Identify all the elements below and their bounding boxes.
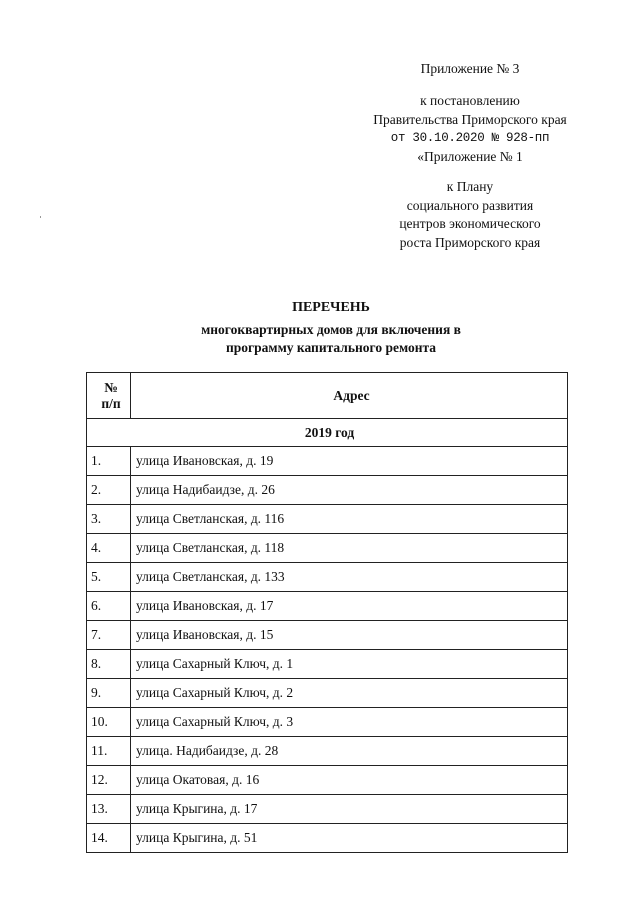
number-column-header xyxy=(87,373,131,419)
plan-reference xyxy=(340,178,600,252)
document-title: ПЕРЕЧЕНЬ xyxy=(292,300,370,315)
table-row xyxy=(87,505,568,534)
appendix-label: Приложение № 3 xyxy=(420,61,520,76)
row-address: улица. Надибаидзе, д. 28 xyxy=(131,737,568,766)
row-address: улица Ивановская, д. 19 xyxy=(131,447,568,476)
row-address: улица Сахарный Ключ, д. 3 xyxy=(131,708,568,737)
scan-speck xyxy=(40,216,41,218)
resolution-reference xyxy=(340,92,600,166)
address-column-header: Адрес xyxy=(131,373,568,419)
subtitle-line-2: программу капитального ремонта xyxy=(225,340,437,355)
table-row xyxy=(87,766,568,795)
subtitle-line-1: многоквартирных домов для включения в xyxy=(201,322,461,337)
row-number: 2. xyxy=(87,476,131,505)
row-address: улица Крыгина, д. 51 xyxy=(131,824,568,853)
resolution-line-1: к постановлению xyxy=(420,93,520,108)
number-symbol: № xyxy=(104,379,118,395)
appendix-number xyxy=(340,60,600,79)
row-address: улица Светланская, д. 116 xyxy=(131,505,568,534)
row-number: 3. xyxy=(87,505,131,534)
resolution-date-number: от 30.10.2020 № 928-пп xyxy=(390,131,550,145)
table-row xyxy=(87,592,568,621)
plan-line-1: к Плану xyxy=(446,179,494,194)
table-row xyxy=(87,534,568,563)
row-number: 8. xyxy=(87,650,131,679)
table-row xyxy=(87,476,568,505)
row-address: улица Крыгина, д. 17 xyxy=(131,795,568,824)
table-row xyxy=(87,650,568,679)
row-number: 7. xyxy=(87,621,131,650)
row-number: 6. xyxy=(87,592,131,621)
row-address: улица Ивановская, д. 17 xyxy=(131,592,568,621)
plan-line-3: центров экономического xyxy=(399,216,541,231)
plan-line-4: роста Приморского края xyxy=(399,234,541,250)
row-number: 9. xyxy=(87,679,131,708)
row-number: 12. xyxy=(87,766,131,795)
table-row xyxy=(87,795,568,824)
row-number: 13. xyxy=(87,795,131,824)
table-row xyxy=(87,737,568,766)
row-address: улица Сахарный Ключ, д. 2 xyxy=(131,679,568,708)
plan-line-2: социального развития xyxy=(406,197,534,213)
year-group-row xyxy=(87,419,568,447)
row-number: 4. xyxy=(87,534,131,563)
row-number: 14. xyxy=(87,824,131,853)
row-address: улица Надибаидзе, д. 26 xyxy=(131,476,568,505)
row-address: улица Окатовая, д. 16 xyxy=(131,766,568,795)
table-row xyxy=(87,824,568,853)
number-abbrev: п/п xyxy=(101,395,121,411)
row-address: улица Сахарный Ключ, д. 1 xyxy=(131,650,568,679)
row-number: 11. xyxy=(87,737,131,766)
row-number: 1. xyxy=(87,447,131,476)
address-table xyxy=(86,372,568,853)
table-row xyxy=(87,563,568,592)
row-address: улица Светланская, д. 118 xyxy=(131,534,568,563)
table-body xyxy=(87,447,568,853)
resolution-line-2: Правительства Приморского края xyxy=(373,111,567,127)
document-subtitle xyxy=(92,321,570,357)
table-header-row xyxy=(87,373,568,419)
row-address: улица Ивановская, д. 15 xyxy=(131,621,568,650)
resolution-line-4: «Приложение № 1 xyxy=(417,148,523,164)
table-row xyxy=(87,447,568,476)
year-label: 2019 год xyxy=(87,419,568,447)
table-row xyxy=(87,708,568,737)
row-address: улица Светланская, д. 133 xyxy=(131,563,568,592)
row-number: 5. xyxy=(87,563,131,592)
table-row xyxy=(87,679,568,708)
row-number: 10. xyxy=(87,708,131,737)
table-row xyxy=(87,621,568,650)
